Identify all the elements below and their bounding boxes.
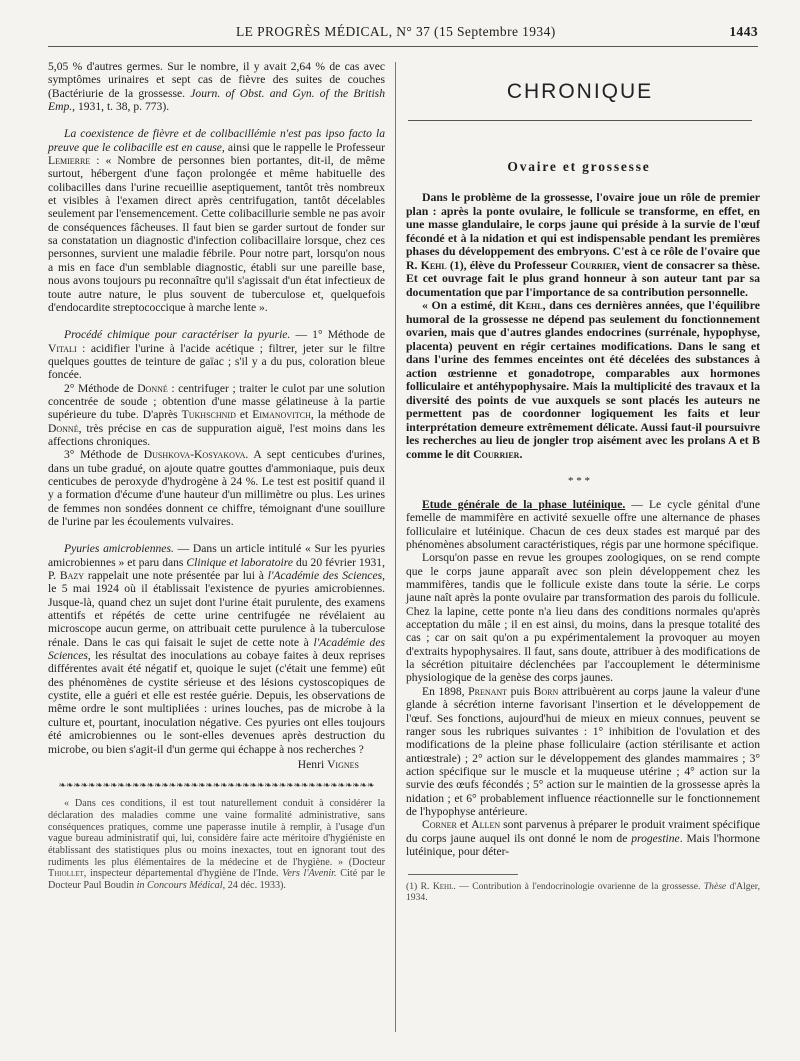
running-header bbox=[48, 24, 758, 46]
running-title: LE PROGRÈS MÉDICAL, N° 37 (15 Septembre 1934) bbox=[236, 24, 556, 39]
right-column bbox=[398, 60, 760, 904]
section-heading-box bbox=[408, 64, 752, 121]
header-rule bbox=[48, 46, 758, 47]
paragraph-bacteriuria: 5,05 % d'autres germes. Sur le nombre, il y avait 2,64 % de cas avec symptômes urinaires et sept cas de fièvre des suites de couches (Bactériurie de la grossesse. Journ. of Obst. and Gyn. of the British Emp., 1931, t. 38, p. 773). bbox=[48, 60, 385, 114]
page-number: 1443 bbox=[729, 24, 758, 39]
paragraph-amicrobial-pyuria: Pyuries amicrobiennes. — Dans un article intitulé « Sur les pyuries amicrobiennes » et paru dans Clinique et laboratoire du 20 février 1931, P. Bazy rappelait une note présentée par lui à l'Académie des Sciences, le 5 mai 1924 où il établissait l'existence de pyuries amicrobiennes. Jusque-là, quand chez un sujet dont l'urine était purulente, des examens attentifs et répétés de cette urine centrifugée ne révélaient au microscope aucun germe, on attribuait cette purulence à la tuberculose rénale. Dans le cas qui faisait le sujet de cette note à l'Académie des Sciences, les résultat des inoculations au cobaye faites à deux reprises différentes avait été négatif et, quoique le sujet (c'était une femme) eût des phénomènes de cystite sérieuse et des lésions cystoscopiques de cystite, elle a guéri et elle est restée guérie. Depuis, les observations de même ordre le sont multipliées : urines louches, pas de microbe à la culture et, pourtant, inoculation négative. Ces pyuries ont elles toujours été amicrobiennes ou le sont-elles devenues après destruction du microbe, ou bien s'agit-il d'un germe qui échappe à nos recherches ? bbox=[48, 542, 386, 756]
section-heading: CHRONIQUE bbox=[506, 80, 654, 103]
paragraph-chemical-method: Procédé chimique pour caractériser la pyurie. — 1° Méthode de Vitali : acidifier l'urine à l'acide acétique ; filtrer, jeter sur le filtre quelques gouttes de teinture de gaïac ; s'il y a du pus, coloration bleue foncée. bbox=[48, 328, 385, 382]
section-stars: * * * bbox=[568, 475, 590, 487]
article-intro: Dans le problème de la grossesse, l'ovaire joue un rôle de premier plan : après la ponte ovulaire, le follicule se transforme, en effet, en une masse glandulaire, le corps jaune qui préside à la survie de l'œuf fécondé et à la nidation et qui est indispensable pendant les premières phases du développement des embryons. C'est à ce rôle de l'ovaire que R. Kehl (1), élève du Professeur Courrier, vient de consacrer sa thèse. Et cet ouvrage fait le plus grand honneur à son auteur tant par sa documentation que par l'importance de sa contribution personnelle. « On a estimé, dit Kehl, dans ces dernières années, que l'équilibre humoral de la grossesse ne dépend pas seulement du fonctionnement ovarien, mais que d'autres glandes endocrines (surrénale, hypophyse, placenta) peuvent en régir certaines modifications. Dans le sang et dans l'urine des femmes enceintes ont été décelées des substances à action œstrienne et gonadotrope, comparables aux hormones folliculaire et antéhypophysaire. Mais la multiplicité des travaux et la diversité des points de vue auxquels se sont placés les auteurs ne permettent pas de coordonner logiquement les faits et leur interprétation demeure extrêmement délicate. Aussi faut-il poursuivre les recherches au lieu de jongler trop aisément avec les prolans A et B comme le dit Courrier. bbox=[406, 190, 761, 461]
author-signature: Henri Vignes bbox=[297, 757, 359, 771]
quoted-note: « Dans ces conditions, il est tout naturellement conduit à considérer la déclaration des maladies comme une vaine formalité administrative, sans conséquences pratiques, comme une paperasse inutile à remplir, à l'usage d'un vague bureau administratif qui, lui, considère faire acte méritoire d'hygiéniste en établissant des statistiques plus ou moins inexactes, tout en ignorant tout des rudiments les plus élémentaires de la médecine et de l'hygiène. » (Docteur Thiollet, inspecteur départemental d'hygiène de l'Inde. Vers l'Avenir. Cité par le Docteur Paul Boudin in Concours Médical, 24 déc. 1933). bbox=[48, 798, 386, 892]
section-luteal-phase: Etude générale de la phase lutéinique. — Le cycle génital d'une femelle de mammifère en activité sexuelle offre une alternance de phases folliculaire et lutéinique. Chacun de ces deux stades est marqué par des phénomènes absolument caractéristiques, régis par une hormone spécifique. Lorsqu'on passe en revue les groupes zoologiques, on se rend compte que le corps jaune apparaît avec son plein développement chez les mammifères, tandis que le follicule existe dans toute la série. Le corps jaune naît après la ponte ovulaire par transformation des parois du follicule. Chez la lapine, cette ponte n'a lieu dans des conditions normales qu'après acceptation du mâle ; il en est ainsi, du moins, dans la presque totalité des cas ; car on sait qu'on a pu expérimentalement la provoquer au moyen d'extraits hypophysaires. Il faut, sans doute, attribuer à des modifications de la sécrétion pituitaire déclenchées par l'accouplement le déterminisme physiologique de la genèse des corps jaunes. En 1898, Prenant puis Born attribuèrent au corps jaune la valeur d'une glande à sécrétion interne favorisant l'insertion et le développement de l'œuf. Ses fonctions, aujourd'hui de mieux en mieux connues, peuvent se ranger sous les rubriques suivantes : 1° inhibition de l'ovulation et des modifications de la pleine phase folliculaire (action stérilisante et action antiœstrale) ; 2° action sur le développement des glandes mammaires ; 3° action spécifique sur le muscle et la muqueuse utérine ; 4° action sur la survie des œufs fécondés ; 5° action sur le maintien de la grossesse après la nidation ; et 6° probablement influence réactionnelle sur le fonctionnement de l'hypophyse antérieure. Corner et Allen sont parvenus à préparer le produit vraiment spécifique du corps jaune auquel ils ont donné le nom de progestine. Mais l'hormone lutéinique, pour déter- bbox=[406, 498, 760, 858]
ornament-divider: ❧❧❧❧❧❧❧❧❧❧❧❧❧❧❧❧❧❧❧❧❧❧❧❧❧❧❧❧❧❧❧❧❧❧❧❧❧❧❧❧❧❧❧ bbox=[58, 781, 375, 790]
article-title: Ovaire et grossesse bbox=[507, 159, 651, 174]
footnote-rule bbox=[408, 874, 518, 875]
left-column bbox=[48, 60, 385, 892]
footnote: (1) R. Kehl. — Contribution à l'endocrinologie ovarienne de la grossesse. Thèse d'Alger, 1934. bbox=[406, 881, 761, 904]
paragraph-method-dushkova: 3° Méthode de Dushkova-Kosyakova. A sept centicubes d'urines, dans un tube gradué, on ajoute quatre gouttes d'ammoniaque, puis deux centicubes de peroxyde d'hydrogène à 24 %. Le test est positif quand il y a formation d'écume d'une hauteur d'un millimètre ou plus. Les urines de femmes non sondées donnent ce chiffre, témoignant d'une souillure de l'urine par les écoulements vulvaires. bbox=[48, 448, 385, 528]
column-separator bbox=[395, 62, 396, 1032]
paragraph-coexistence: La coexistence de fièvre et de colibacillémie n'est pas ipso facto la preuve que le colibacille est en cause, ainsi que le rappelle le Professeur Lemierre : « Nombre de personnes bien portantes, dit-il, de même surtout, hébergent d'une façon prolongée et même habituelle des colibacilles dans l'urine recueillie aseptiquement, tantôt très nombreux et visibles à l'examen direct après centrifugation, tantôt décelables seulement par l'ensemencement. Cette colibacillurie semble ne pas avoir de conséquences fâcheuses. Il faut bien se garder surtout de fonder sur sa constatation un diagnostic d'infection colibacillaire lorsque, chez ces personnes, survient une maladie fébrile. Pour notre part, lorsqu'on nous a mis en face d'un semblable diagnostic, établi sur une pareille base, nous avons toujours pu reconnaître qu'il s'agissait d'un état infectieux de toute autre nature, le plus souvent de tuberculose et, quelquefois d'endocardite streptococcique à marche lente ». bbox=[48, 127, 385, 314]
paragraph-method-donne: 2° Méthode de Donné : centrifuger ; traiter le culot par une solution concentrée de soude ; obtention d'une masse gélatineuse à la partie supérieure du tube. D'après Tukhschnid et Eimanovitch, la méthode de Donné, très précise en cas de suppuration aiguë, l'est moins dans les affections chroniques. bbox=[48, 381, 385, 448]
